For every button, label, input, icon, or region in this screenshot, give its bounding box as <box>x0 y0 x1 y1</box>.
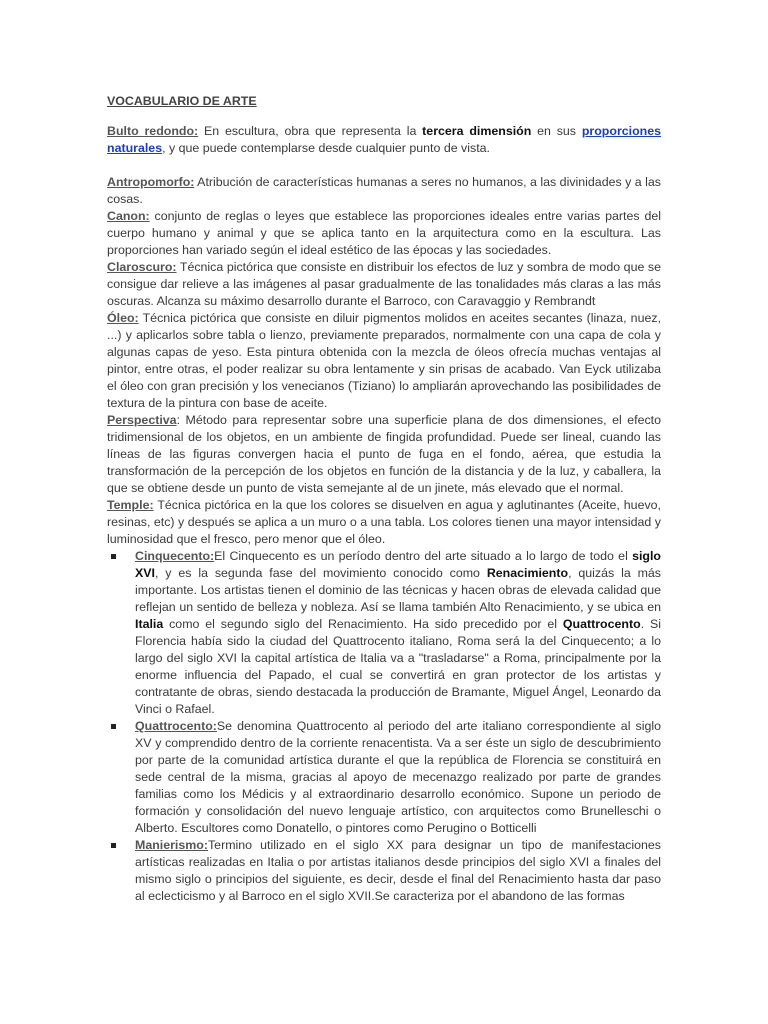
definition-text: , y es la segunda fase del movimiento conocido como <box>154 566 487 580</box>
definition-text: , quizás la más importante. Los artistas tienen el dominio de las técnicas y hacen obras de elevada calidad que reflejan un sentido de belleza y nobleza. Así se llama también Alto Renacimiento, y se ubica en <box>135 566 662 614</box>
term-bulto-redondo: Bulto redondo: <box>107 124 199 138</box>
term-oleo: Óleo: <box>107 311 139 325</box>
emphasis-text: Quattrocento <box>562 617 641 631</box>
emphasis-text: Italia <box>135 617 164 631</box>
emphasis-text: Renacimiento <box>486 566 569 580</box>
entry-perspectiva <box>107 412 661 497</box>
term-manierismo: Manierismo: <box>135 838 208 852</box>
definition-text: . Si Florencia había sido la ciudad del Quattrocento italiano, Roma será la del Cinquecento; a lo largo del siglo XVI la capital artística de Italia va a "trasladarse" a Roma, principalmente por la enorme influencia del Papado, el cual se convertirá en gran protector de los artistas y contratante de obras, siendo destacada la producción de Bramante, Miguel Ángel, Leonardo da Vinci o Rafael. <box>135 617 661 716</box>
term-claroscuro: Claroscuro: <box>107 260 177 274</box>
definition-text: Técnica pictórica que consiste en distribuir los efectos de luz y sombra de modo que se consigue dar relieve a las imágenes al pasar gradualmente de las tonalidades más claras a las más oscuras. Alcanza su máximo desarrollo durante el Barroco, con Caravaggio y Rembrandt <box>107 260 661 308</box>
definition-text: Atribución de características humanas a seres no humanos, a las divinidades y a las cosas. <box>107 175 661 206</box>
definition-text: En escultura, obra que representa la <box>198 124 423 138</box>
definition-text: Técnica pictórica en la que los colores se disuelven en agua y aglutinantes (Aceite, huevo, resinas, etc) y después se aplica a un muro o a una tabla. Los colores tienen una mayor intensidad y luminosidad que el fresco, pero menor que el óleo. <box>107 498 661 546</box>
entry-canon <box>107 208 661 259</box>
definition-text: Termino utilizado en el siglo XX para designar un tipo de manifestaciones artísticas realizadas en Italia o por artistas italianos desde principios del siglo XVI a finales del mismo siglo o principios del siguiente, es decir, desde el final del Renacimiento hasta dar paso al eclecticismo y al Barroco en el siglo XVII.Se caracteriza por el abandono de las formas <box>135 838 661 903</box>
term-cinquecento: Cinquecento: <box>135 549 215 563</box>
entry-claroscuro <box>107 259 661 310</box>
term-canon: Canon: <box>107 209 150 223</box>
emphasis-text: siglo XVI <box>135 549 661 580</box>
definition-text: , y que puede contemplarse desde cualquier punto de vista. <box>162 141 490 155</box>
definition-text: : Método para representar sobre una superficie plana de dos dimensiones, el efecto tridimensional de los objetos, en un ambiente de fingida profundidad. Puede ser lineal, cuando las líneas de las figuras convergen hacia el punto de fuga en el fondo, aérea, que estudia la transformación de la percepción de los objetos en función de la distancia y de la luz, y caballera, la que se obtiene desde un punto de vista semejante al de un jinete, más elevado que el normal. <box>107 413 661 495</box>
square-bullet-icon <box>111 554 116 559</box>
bullet-list <box>107 548 661 905</box>
link-proporciones-naturales[interactable]: proporciones naturales <box>107 124 662 155</box>
entry-temple <box>107 497 661 548</box>
document-title: VOCABULARIO DE ARTE <box>107 94 257 108</box>
definition-text: como el segundo siglo del Renacimiento. Ha sido precedido por el <box>163 617 563 631</box>
emphasis-text: tercera dimensión <box>422 124 532 138</box>
paragraph-gap <box>107 157 661 174</box>
list-item-cinquecento <box>107 548 661 718</box>
definition-text: El Cinquecento es un período dentro del arte situado a lo largo de todo el <box>214 549 633 563</box>
term-quattrocento: Quattrocento: <box>135 719 217 733</box>
list-item-manierismo <box>107 837 661 905</box>
entry-bulto-redondo <box>107 123 661 157</box>
definition-text: Técnica pictórica que consiste en diluir pigmentos molidos en aceites secantes (linaza, nuez, ...) y aplicarlos sobre tabla o lienzo, previamente preparados, normalmente con una capa de cola y algunas capas de yeso. Esta pintura obtenida con la mezcla de óleos ofrecía muchas ventajas al pintor, entre otras, el poder realizar su obra lentamente y sin prisas de acabado. Van Eyck utilizaba el óleo con gran precisión y los venecianos (Tiziano) lo ampliarán aprovechando las posibilidades de textura de la pintura con base de aceite. <box>107 311 661 410</box>
entry-antropomorfo <box>107 174 661 208</box>
definition-text: Se denomina Quattrocento al periodo del arte italiano correspondiente al siglo XV y comprendido dentro de la corriente renacentista. Va a ser éste un siglo de descubrimiento por parte de la comunidad artística durante el que la república de Florencia se constituirá en sede central de la misma, gracias al apoyo de mecenazgo realizado por parte de grandes familias como los Médicis y al extraordinario desarrollo económico. Supone un periodo de formación y consolidación del nuevo lenguaje artístico, con arquitectos como Brunelleschi o Alberto. Escultores como Donatello, o pintores como Perugino o Botticelli <box>135 719 661 835</box>
term-temple: Temple: <box>107 498 154 512</box>
definition-text: conjunto de reglas o leyes que establece las proporciones ideales entre varias partes del cuerpo humano y animal y que se aplica tanto en la arquitectura como en la escultura. Las proporciones han variado según el ideal estético de las épocas y las sociedades. <box>107 209 661 257</box>
list-item-quattrocento <box>107 718 661 837</box>
entry-oleo <box>107 310 661 412</box>
term-antropomorfo: Antropomorfo: <box>107 175 195 189</box>
square-bullet-icon <box>111 724 116 729</box>
term-perspectiva: Perspectiva <box>107 413 177 427</box>
definition-text: en sus <box>531 124 582 138</box>
square-bullet-icon <box>111 843 116 848</box>
